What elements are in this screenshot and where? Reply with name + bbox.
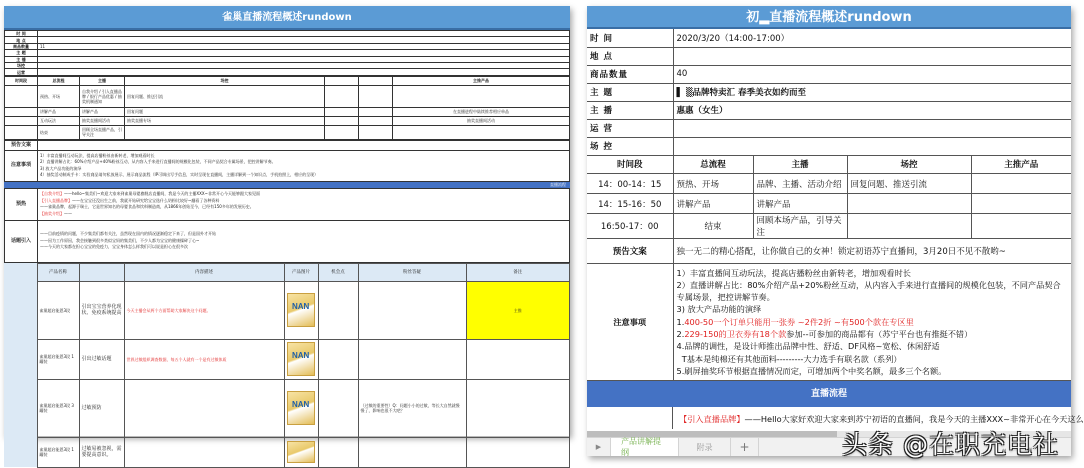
cell-product[interactable] (393, 85, 570, 107)
strip-cell (4, 281, 37, 339)
info-label-host: 主 播 (587, 101, 673, 119)
info-label: 主 播 (5, 56, 38, 62)
info-label-theme: 主 题 (587, 83, 673, 101)
note-line: 4）抽奖活动制成手卡：实验商品请勿私放展示，展示商品流程（IP可调出写手信息，实时呈现在直播间，主播详解到一个知识点，手机拍照上，相应的呈现） (40, 172, 319, 178)
script-line: ——目前疫情的问题，不少集美们都有关注，虽然现在国内的情况逐渐稳定下来了，但是国外才开始 (40, 231, 216, 237)
sheet-tab-product-outline[interactable]: 产品讲解提纲 (611, 438, 679, 456)
schedule-row (5, 85, 570, 107)
cell-host[interactable]: 回顾全场直播产品，引导关注 (80, 125, 125, 139)
column-header-host: 主播 (753, 156, 847, 174)
remark-cell[interactable] (466, 379, 570, 437)
cell-time[interactable] (5, 125, 38, 139)
cell-flow[interactable]: 预热、开场 (673, 174, 753, 194)
cell-time[interactable]: 14：00-14：15 (587, 174, 673, 194)
info-value-location[interactable] (673, 47, 1071, 65)
info-label-control: 场 控 (587, 137, 673, 155)
schedule-header-row (587, 156, 1071, 174)
product-can-image: NAN (287, 293, 315, 327)
watermark-text: 头条 @在职充电社 (842, 430, 1059, 459)
opportunity-cell[interactable] (318, 437, 358, 467)
product-name[interactable]: 雀巢超启能恩3段 1罐装 (37, 437, 79, 467)
product-can-image: NAN (287, 342, 315, 376)
preview-label: 预告文案 (587, 239, 673, 263)
strip-cell (4, 437, 37, 467)
warmup-label: 预热 (5, 188, 38, 220)
product-description[interactable]: 今天主播会从两个方面帮助大家解决这个问题。 (124, 281, 284, 339)
notes-value[interactable] (38, 150, 570, 181)
column-header (79, 263, 124, 281)
left-info-table (4, 30, 570, 76)
strip-cell (4, 263, 37, 281)
product-row (4, 379, 570, 437)
script-line: 【抽奖介绍】—— (40, 210, 72, 216)
cell-flow[interactable]: 讲解产品 (38, 107, 80, 116)
hook-script[interactable] (38, 220, 570, 262)
cell-product[interactable] (971, 174, 1071, 194)
add-sheet-button[interactable]: + (731, 438, 759, 456)
cell-time[interactable] (5, 85, 38, 107)
cell-host[interactable]: 讲解产品 (753, 194, 847, 214)
cell-control[interactable] (847, 194, 971, 214)
note-line: 1）丰富直播间互动玩法，提高店播粉丝由新转老，增加观看时长 (676, 267, 911, 278)
cell-control[interactable] (125, 125, 325, 139)
right-spreadsheet-preview (587, 6, 1084, 457)
notes-row (5, 150, 570, 181)
info-label: 运营 (5, 69, 38, 75)
cell-flow[interactable]: 结束 (38, 125, 80, 139)
column-header: 时间段 (5, 76, 38, 85)
script-line: 【自我介绍】——hello~集美们~欢迎大家来到雀巢母婴旗舰店直播间，我是今天的主播XXX~非常开心今天能够跟大家见面 (40, 191, 260, 197)
product-image[interactable] (284, 339, 318, 379)
notes-label: 注意事项 (5, 150, 38, 181)
info-value-quantity[interactable]: 40 (673, 65, 1071, 83)
cell-control[interactable]: 回复问题、推送引流 (125, 85, 325, 107)
notes-label: 注意事项 (587, 263, 673, 381)
note-line: 4.品牌的调性，是设计师推出品牌中性、舒适、DF风格~宽松、休闲舒适 (676, 341, 940, 352)
schedule-row (587, 214, 1071, 239)
product-image[interactable] (284, 281, 318, 339)
column-header-control: 场控 (847, 156, 971, 174)
left-flow-bar (4, 182, 570, 188)
cell-host[interactable]: 自我介绍 / 引入直播品牌 / 银行产品优惠 / 抽奖机制通知 (80, 85, 125, 107)
hook-row (5, 220, 570, 262)
cell-product[interactable]: 在直播进程中陆续推荐相应单品 (393, 107, 570, 116)
info-value-operations[interactable] (673, 119, 1071, 137)
info-row (5, 69, 570, 75)
cell-empty[interactable] (359, 116, 393, 125)
intro-script[interactable]: 【引入直播品牌】——Hello大家好欢迎大家来到苏宁初语的直播间，我是今天的主播XXX~非常开心在今天这么 (679, 414, 1084, 425)
cell-host[interactable]: 品牌、主播、活动介绍 (753, 174, 847, 194)
product-row (4, 339, 570, 379)
info-row (587, 29, 1071, 47)
product-row (4, 281, 570, 339)
cell-product[interactable]: 抽奖直播间活动 (393, 116, 570, 125)
hook-label: 话题引入 (5, 220, 38, 262)
product-description[interactable]: 世界过敏组织调查数据，每五个人就有一个是有过敏体质 (124, 339, 284, 379)
cell-control[interactable]: 回复问题、推送引流 (847, 174, 971, 194)
info-label-time: 时 间 (587, 29, 673, 47)
opportunity-cell[interactable] (318, 339, 358, 379)
cell-flow[interactable]: 讲解产品 (673, 194, 753, 214)
product-row (4, 437, 570, 467)
flow-bar-label: 直播流程 (550, 181, 566, 187)
product-angle[interactable]: 过敏预防 (79, 379, 124, 437)
column-header (359, 76, 393, 85)
column-header: 主播 (80, 76, 125, 85)
preview-text[interactable]: 独一无二的精心搭配，让你做自己的女神！锁定初语苏宁直播间，3月20日不见不散哟~ (673, 239, 1071, 263)
opportunity-cell[interactable] (318, 281, 358, 339)
note-line: 3) 放大产品功能的演绎 (676, 304, 762, 315)
schedule-row (587, 174, 1071, 194)
product-header-row (4, 263, 570, 281)
preview-value[interactable] (38, 140, 570, 150)
sheet-tab-appendix[interactable]: 附录 (679, 438, 731, 456)
preview-label: 预告文案 (5, 140, 38, 150)
cell-time[interactable]: 16:50-17：00 (587, 214, 673, 239)
info-row (587, 65, 1071, 83)
warmup-script[interactable] (38, 188, 570, 220)
cell-product[interactable] (971, 214, 1071, 239)
info-row (587, 47, 1071, 65)
right-sheet-title: 初▂直播流程概述rundown (587, 6, 1071, 29)
info-value[interactable] (38, 69, 570, 75)
schedule-header-row (5, 76, 570, 85)
cell-host[interactable]: 回顾本场产品，引导关注 (753, 214, 847, 239)
notes-text[interactable] (673, 263, 1071, 381)
column-header: 机会点 (318, 263, 358, 281)
cell-empty[interactable] (359, 85, 393, 107)
info-label: 商品数量 (5, 43, 38, 49)
cell-time[interactable] (5, 107, 38, 116)
product-description[interactable] (124, 379, 284, 437)
script-line: ——雀巢品牌，起源于瑞士，它是世界知名的母婴食品和饮料制造商，从1866年创始至今，已经有150多年的发展历史。 (40, 204, 254, 210)
remark-cell[interactable]: 主推 (466, 281, 570, 339)
column-header: 产品图片 (284, 263, 318, 281)
info-label: 时 间 (5, 31, 38, 37)
product-angle[interactable]: 过敏易被忽视，需要提高意识。 (79, 437, 124, 467)
left-spreadsheet-preview (4, 6, 570, 459)
column-header: 备注 (466, 263, 570, 281)
product-name[interactable]: 雀巢超启能恩3段 1罐装 (37, 339, 79, 379)
column-header: 产品名称 (37, 263, 79, 281)
info-value-time[interactable]: 2020/3/20（14:00-17:00） (673, 29, 1071, 47)
info-value-host[interactable]: 惠惠（女生） (673, 101, 1071, 119)
schedule-row (587, 194, 1071, 214)
cell-control[interactable] (847, 214, 971, 239)
right-schedule-table (587, 156, 1071, 240)
column-header-product: 主推产品 (971, 156, 1071, 174)
notes-row (587, 263, 1071, 381)
schedule-row (5, 125, 570, 139)
info-label: 场控 (5, 62, 38, 68)
cell-empty[interactable] (359, 107, 393, 116)
left-product-table (4, 263, 570, 468)
intro-label-cell[interactable] (587, 407, 673, 429)
column-header (325, 76, 359, 85)
remark-cell[interactable] (466, 437, 570, 467)
left-flow-table (4, 188, 570, 263)
fan-qa-cell[interactable] (358, 281, 466, 339)
right-info-table (587, 29, 1071, 156)
opportunity-cell[interactable] (318, 379, 358, 437)
column-header: 主推产品 (393, 76, 570, 85)
note-line: T基本是纯棉还有其他面料---------大力选手有联名款（系列） (676, 353, 902, 364)
note-line: 5.刷屏抽奖环节根据直播情况而定，可增加两个中奖名额，最多三个名额。 (676, 365, 947, 376)
product-name[interactable]: 雀巢超启能恩3段 3罐装 (37, 379, 79, 437)
script-line: ——因为工作原因，我会接触到很多类似宝妈的集美们，不少人都为宝宝的健康操碎了心~ (40, 237, 200, 243)
product-description[interactable] (124, 437, 284, 467)
fan-qa-cell[interactable]: （过敏的重要性）Q：问题小小的过敏，等长大自然就慢慢了，影响也很不大吧？ (358, 379, 466, 437)
product-angle[interactable]: 引出宝宝营养化现状、免疫系统提高 (79, 281, 124, 339)
column-header: 总流程 (38, 76, 80, 85)
column-header-flow: 总流程 (673, 156, 753, 174)
right-flow-bar: 直播流程 (587, 381, 1071, 407)
cell-product[interactable] (971, 194, 1071, 214)
note-line: 3) 放大产品功能的演绎 (40, 165, 82, 171)
fan-qa-cell[interactable] (358, 437, 466, 467)
left-notes-table (4, 140, 570, 182)
cell-empty[interactable] (359, 125, 393, 139)
cell-product[interactable] (393, 125, 570, 139)
info-row (587, 119, 1071, 137)
preview-row (587, 239, 1071, 263)
info-label: 地 点 (5, 37, 38, 43)
script-line: 【引入直播品牌】——在宝宝还没出生之前，我就开始研究给宝宝选什么奶粉比较好~翻看了各种资料 (40, 197, 220, 203)
preview-row (5, 140, 570, 150)
warmup-row (5, 188, 570, 220)
note-line: 1.400-50一个订单只能用一张券 ~2件2折 ~有500个款在专区里 (676, 316, 914, 327)
info-value-theme[interactable]: ▌ ▒品牌特卖汇 春季美衣如约而至 (673, 83, 1071, 101)
left-sheet-title: 雀巢直播流程概述rundown (4, 6, 570, 30)
cell-empty[interactable] (325, 125, 359, 139)
note-line: 2.229-150的卫衣券有18个款参加--可参加的商品都有（苏宁平台也有推挺不错） (676, 328, 973, 339)
info-label-location: 地 点 (587, 47, 673, 65)
column-header: 粉丝答疑 (358, 263, 466, 281)
cell-control[interactable]: 回复问题 (125, 107, 325, 116)
remark-cell[interactable] (466, 339, 570, 379)
product-image[interactable] (284, 437, 318, 467)
cell-empty[interactable] (325, 107, 359, 116)
cell-time[interactable]: 14：15-16：50 (587, 194, 673, 214)
cell-empty[interactable] (325, 85, 359, 107)
note-line: 2）直播讲解占比：80%介绍产品+20%粉丝互动，从内容入手来进行直播间的规模化包装，不同产品契合专属场景，把控讲解节奏。 (676, 279, 1061, 303)
note-line: 1）丰富直播间互动玩法，提高店播粉丝由新转老，增加观看时长 (40, 152, 155, 158)
info-label: 主 题 (5, 50, 38, 56)
info-row (587, 137, 1071, 155)
info-value-control[interactable] (673, 137, 1071, 155)
cell-flow[interactable]: 预热、开场 (38, 85, 80, 107)
strip-cell (4, 339, 37, 379)
schedule-row (5, 107, 570, 116)
info-row (587, 101, 1071, 119)
cell-host[interactable]: 讲解产品 (80, 107, 125, 116)
schedule-row (5, 116, 570, 125)
product-angle[interactable]: 引出过敏话题 (79, 339, 124, 379)
cell-time[interactable] (5, 116, 38, 125)
sheet-nav-arrow-icon[interactable]: ▶ (587, 438, 611, 456)
script-line: ——今天的大家都在担心宝宝的免疫力，宝宝身体怎么样我们可以说是担心在很多次 (40, 244, 188, 250)
cell-control[interactable]: 抽奖直播专场 (125, 116, 325, 125)
product-image[interactable] (284, 379, 318, 437)
info-label-operations: 运 营 (587, 119, 673, 137)
cell-flow[interactable]: 结束 (673, 214, 753, 239)
cell-empty[interactable] (325, 116, 359, 125)
info-row (587, 83, 1071, 101)
cell-host[interactable]: 抽奖直播间活动 (80, 116, 125, 125)
column-header: 内容描述 (124, 263, 284, 281)
column-header: 场控 (125, 76, 325, 85)
product-can-image: NAN (287, 391, 315, 425)
column-header-time: 时间段 (587, 156, 673, 174)
note-line: 2）直播讲解占比：60%介绍产品+40%粉丝互动，从内容入手来进行直播间的规模化包装，不同产品契合专属场景，把控讲解节奏。 (40, 159, 276, 165)
info-value[interactable]: 11 (38, 43, 570, 49)
right-notes-table (587, 239, 1071, 381)
fan-qa-cell[interactable] (358, 339, 466, 379)
product-can-image (287, 441, 315, 463)
cell-flow[interactable]: 互动玩法 (38, 116, 80, 125)
left-schedule-table (4, 76, 570, 140)
product-name[interactable]: 雀巢超启能恩3段 (37, 281, 79, 339)
info-label-quantity: 商品数量 (587, 65, 673, 83)
strip-cell (4, 379, 37, 437)
